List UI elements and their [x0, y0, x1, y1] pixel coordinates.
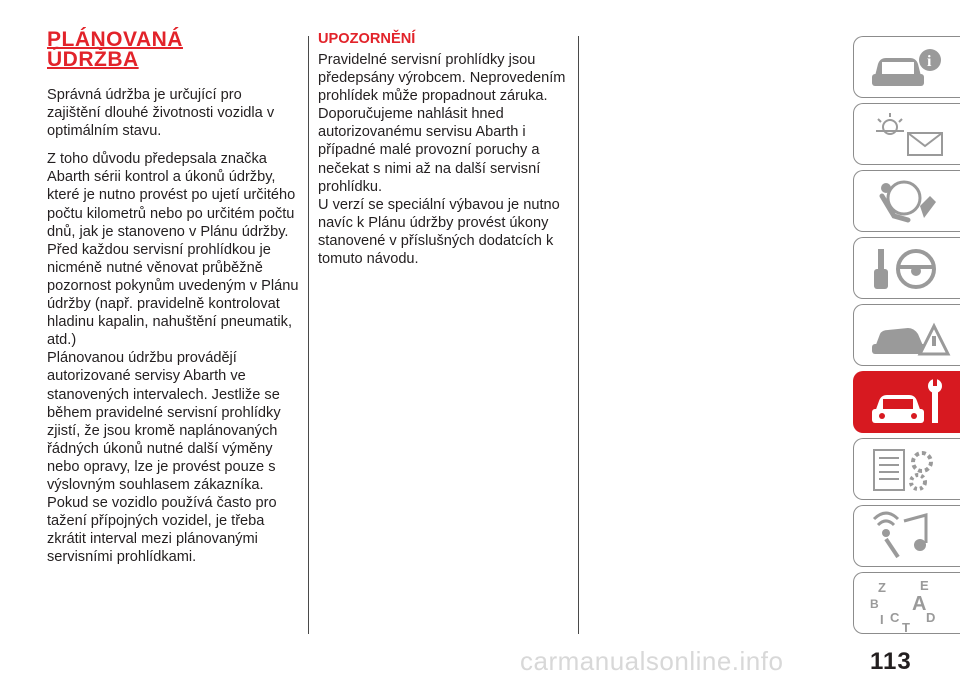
index-letter-icon: A — [912, 593, 927, 615]
tab-technical-data[interactable] — [853, 438, 960, 500]
svg-text:i: i — [927, 53, 932, 70]
index-letter-icon: T — [902, 620, 910, 634]
index-letter-icon: B — [870, 597, 879, 611]
dashboard-lights-icon — [864, 109, 954, 161]
index-letter-icon: Z — [878, 580, 886, 595]
section-title — [47, 30, 299, 70]
section-title-line-1: PLÁNOVANÁ — [47, 28, 183, 51]
alphabetical-index-icon — [864, 578, 954, 634]
section-title-line-2: ÚDRŽBA — [47, 48, 139, 71]
tab-dashboard[interactable] — [853, 103, 960, 165]
warning-paragraph: U verzí se speciální výbavou je nutno navíc k Plánu údržby provést úkony stanovené v příslušných dodatcích k tomuto návodu. — [318, 196, 560, 268]
multimedia-icon — [864, 511, 954, 563]
car-wrench-icon — [864, 377, 954, 429]
index-letter-icon: E — [920, 578, 929, 593]
column-divider — [308, 36, 309, 634]
warning-paragraph: Pravidelné servisní prohlídky jsou předepsány výrobcem. Neprovedením prohlídek může propadnout záruka. Doporučujeme nahlásit hned autorizovanému servisu Abarth i případné malé provozní poruchy a nečekat s nimi až na další servisní prohlídku. — [318, 52, 566, 195]
left-column — [47, 30, 299, 566]
key-steering-wheel-icon — [864, 243, 954, 295]
tab-car-info[interactable] — [853, 36, 960, 98]
technical-data-icon — [864, 444, 954, 496]
body-paragraph: Z toho důvodu předepsala značka Abarth sérii kontrol a úkonů údržby, které je nutno provést po ujetí určitého počtu kilometrů nebo po určitém počtu dnů, jak je stanoveno v Plánu údržby. — [47, 151, 296, 240]
column-divider — [578, 36, 579, 634]
tab-index[interactable] — [853, 572, 960, 634]
tab-emergency[interactable] — [853, 304, 960, 366]
tab-safety[interactable] — [853, 170, 960, 232]
watermark: carmanualsonline.info — [520, 646, 784, 676]
airbag-safety-icon — [864, 176, 954, 228]
body-paragraph: Před každou servisní prohlídkou je nicméně nutné věnovat průběžně pozornost pokynům uvedeným v Plánu údržby (např. pravidelně kontrolovat hladinu kapalin, nahuštění pneumatik, atd.) — [47, 241, 299, 349]
body-paragraph: Pokud se vozidlo používá často pro tažení přípojných vozidel, je třeba zkrátit interval mezi plánovanými servisními prohlídkami. — [47, 495, 277, 566]
car-info-icon — [864, 42, 954, 94]
tab-multimedia[interactable] — [853, 505, 960, 567]
warning-title: UPOZORNĚNÍ — [318, 31, 416, 47]
tab-starting-driving[interactable] — [853, 237, 960, 299]
tab-maintenance[interactable] — [853, 371, 960, 433]
car-breakdown-icon — [864, 310, 954, 362]
page-number: 113 — [870, 648, 912, 675]
body-paragraph: Správná údržba je určující pro zajištění dlouhé životnosti vozidla v optimálním stavu. — [47, 87, 275, 140]
body-paragraph: Plánovanou údržbu provádějí autorizované servisy Abarth ve stanovených intervalech. Jestliže se během pravidelné servisní prohlídky zjistí, že jsou kromě naplánovaných řádných úkonů nutné další výměny nebo opravy, lze je provést pouze s výslovným souhlasem zákazníka. — [47, 350, 281, 493]
index-letter-icon: C — [890, 610, 900, 625]
warning-box — [318, 30, 568, 268]
index-letter-icon: I — [880, 612, 884, 627]
index-letter-icon: D — [926, 610, 936, 625]
